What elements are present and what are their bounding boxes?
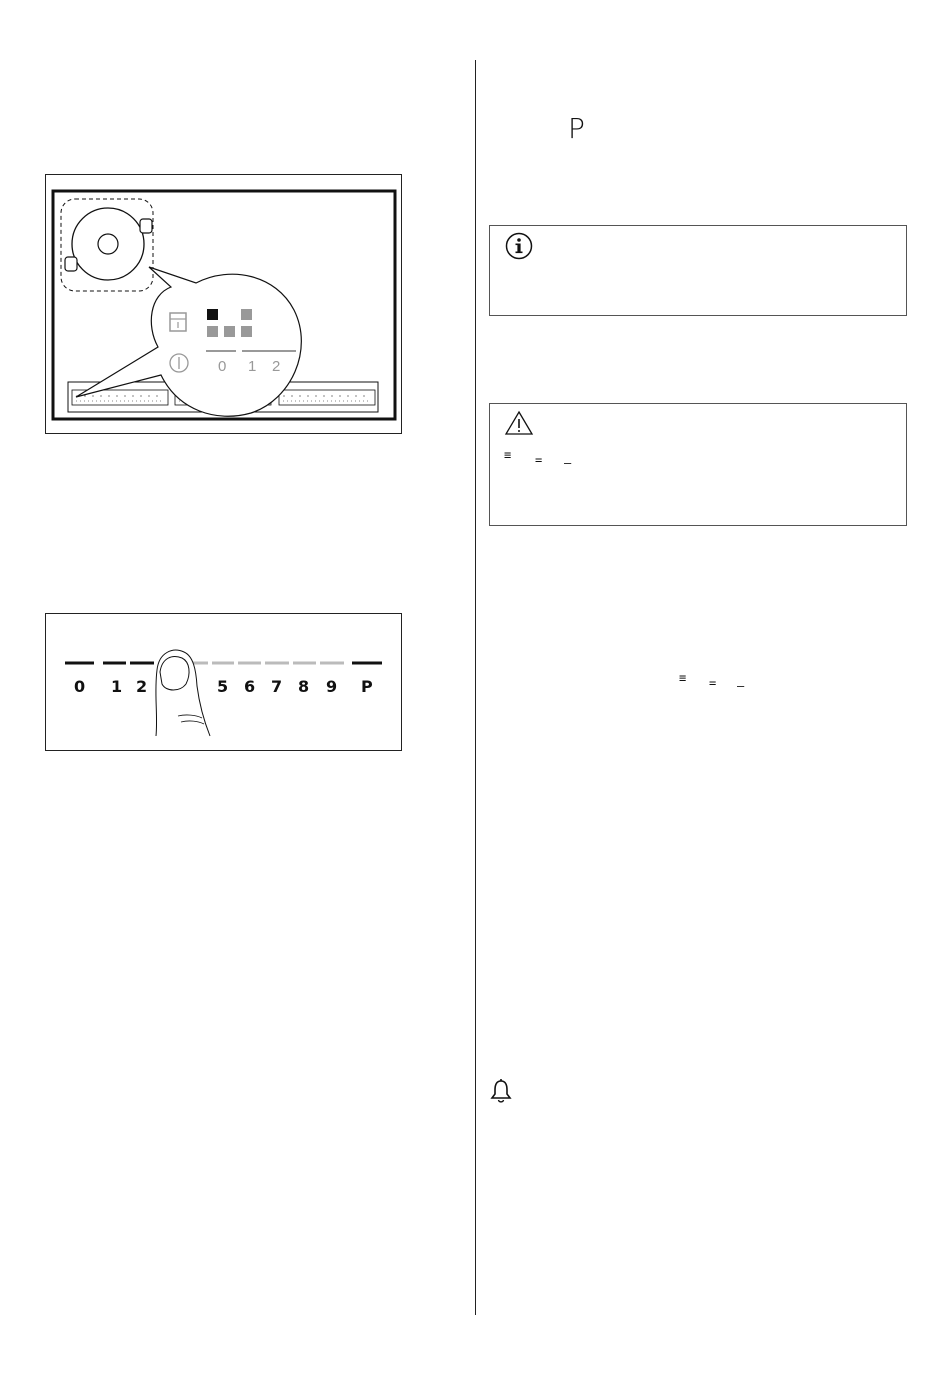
power-scale-9: 9: [326, 677, 338, 696]
hob-illustration: [46, 175, 401, 433]
pot-icon: [72, 208, 144, 280]
boost-symbol: P: [568, 112, 585, 145]
zoom-scale-2: 2: [272, 358, 281, 375]
warning-triangle-icon: [504, 410, 534, 436]
power-scale-8: 8: [298, 677, 310, 696]
inline-level-medium-symbol: =: [709, 676, 717, 690]
power-scale-p: P: [361, 677, 373, 696]
info-icon: [504, 231, 534, 261]
info-box: [489, 225, 907, 316]
zoom-scale-0: 0: [218, 358, 227, 375]
column-divider: [475, 60, 476, 1315]
warning-box: [489, 403, 907, 526]
level-medium-symbol: =: [535, 453, 543, 467]
power-scale-5: 5: [217, 677, 229, 696]
power-scale-0: 0: [74, 677, 86, 696]
cooking-zone-outline: [61, 199, 153, 291]
slider-illustration: [46, 614, 401, 750]
level-low-symbol: –: [564, 456, 572, 470]
inline-level-high-symbol: ≡: [679, 671, 687, 685]
hob-figure: [45, 174, 402, 434]
bell-icon: [489, 1078, 513, 1104]
power-scale-6: 6: [244, 677, 256, 696]
slider-figure: [45, 613, 402, 751]
power-scale-1: 1: [111, 677, 123, 696]
power-scale-7: 7: [271, 677, 283, 696]
zoom-scale-1: 1: [248, 358, 257, 375]
power-scale-2: 2: [136, 677, 148, 696]
zoom-callout: [76, 267, 301, 416]
inline-level-low-symbol: –: [737, 679, 745, 693]
level-high-symbol: ≡: [504, 448, 512, 462]
